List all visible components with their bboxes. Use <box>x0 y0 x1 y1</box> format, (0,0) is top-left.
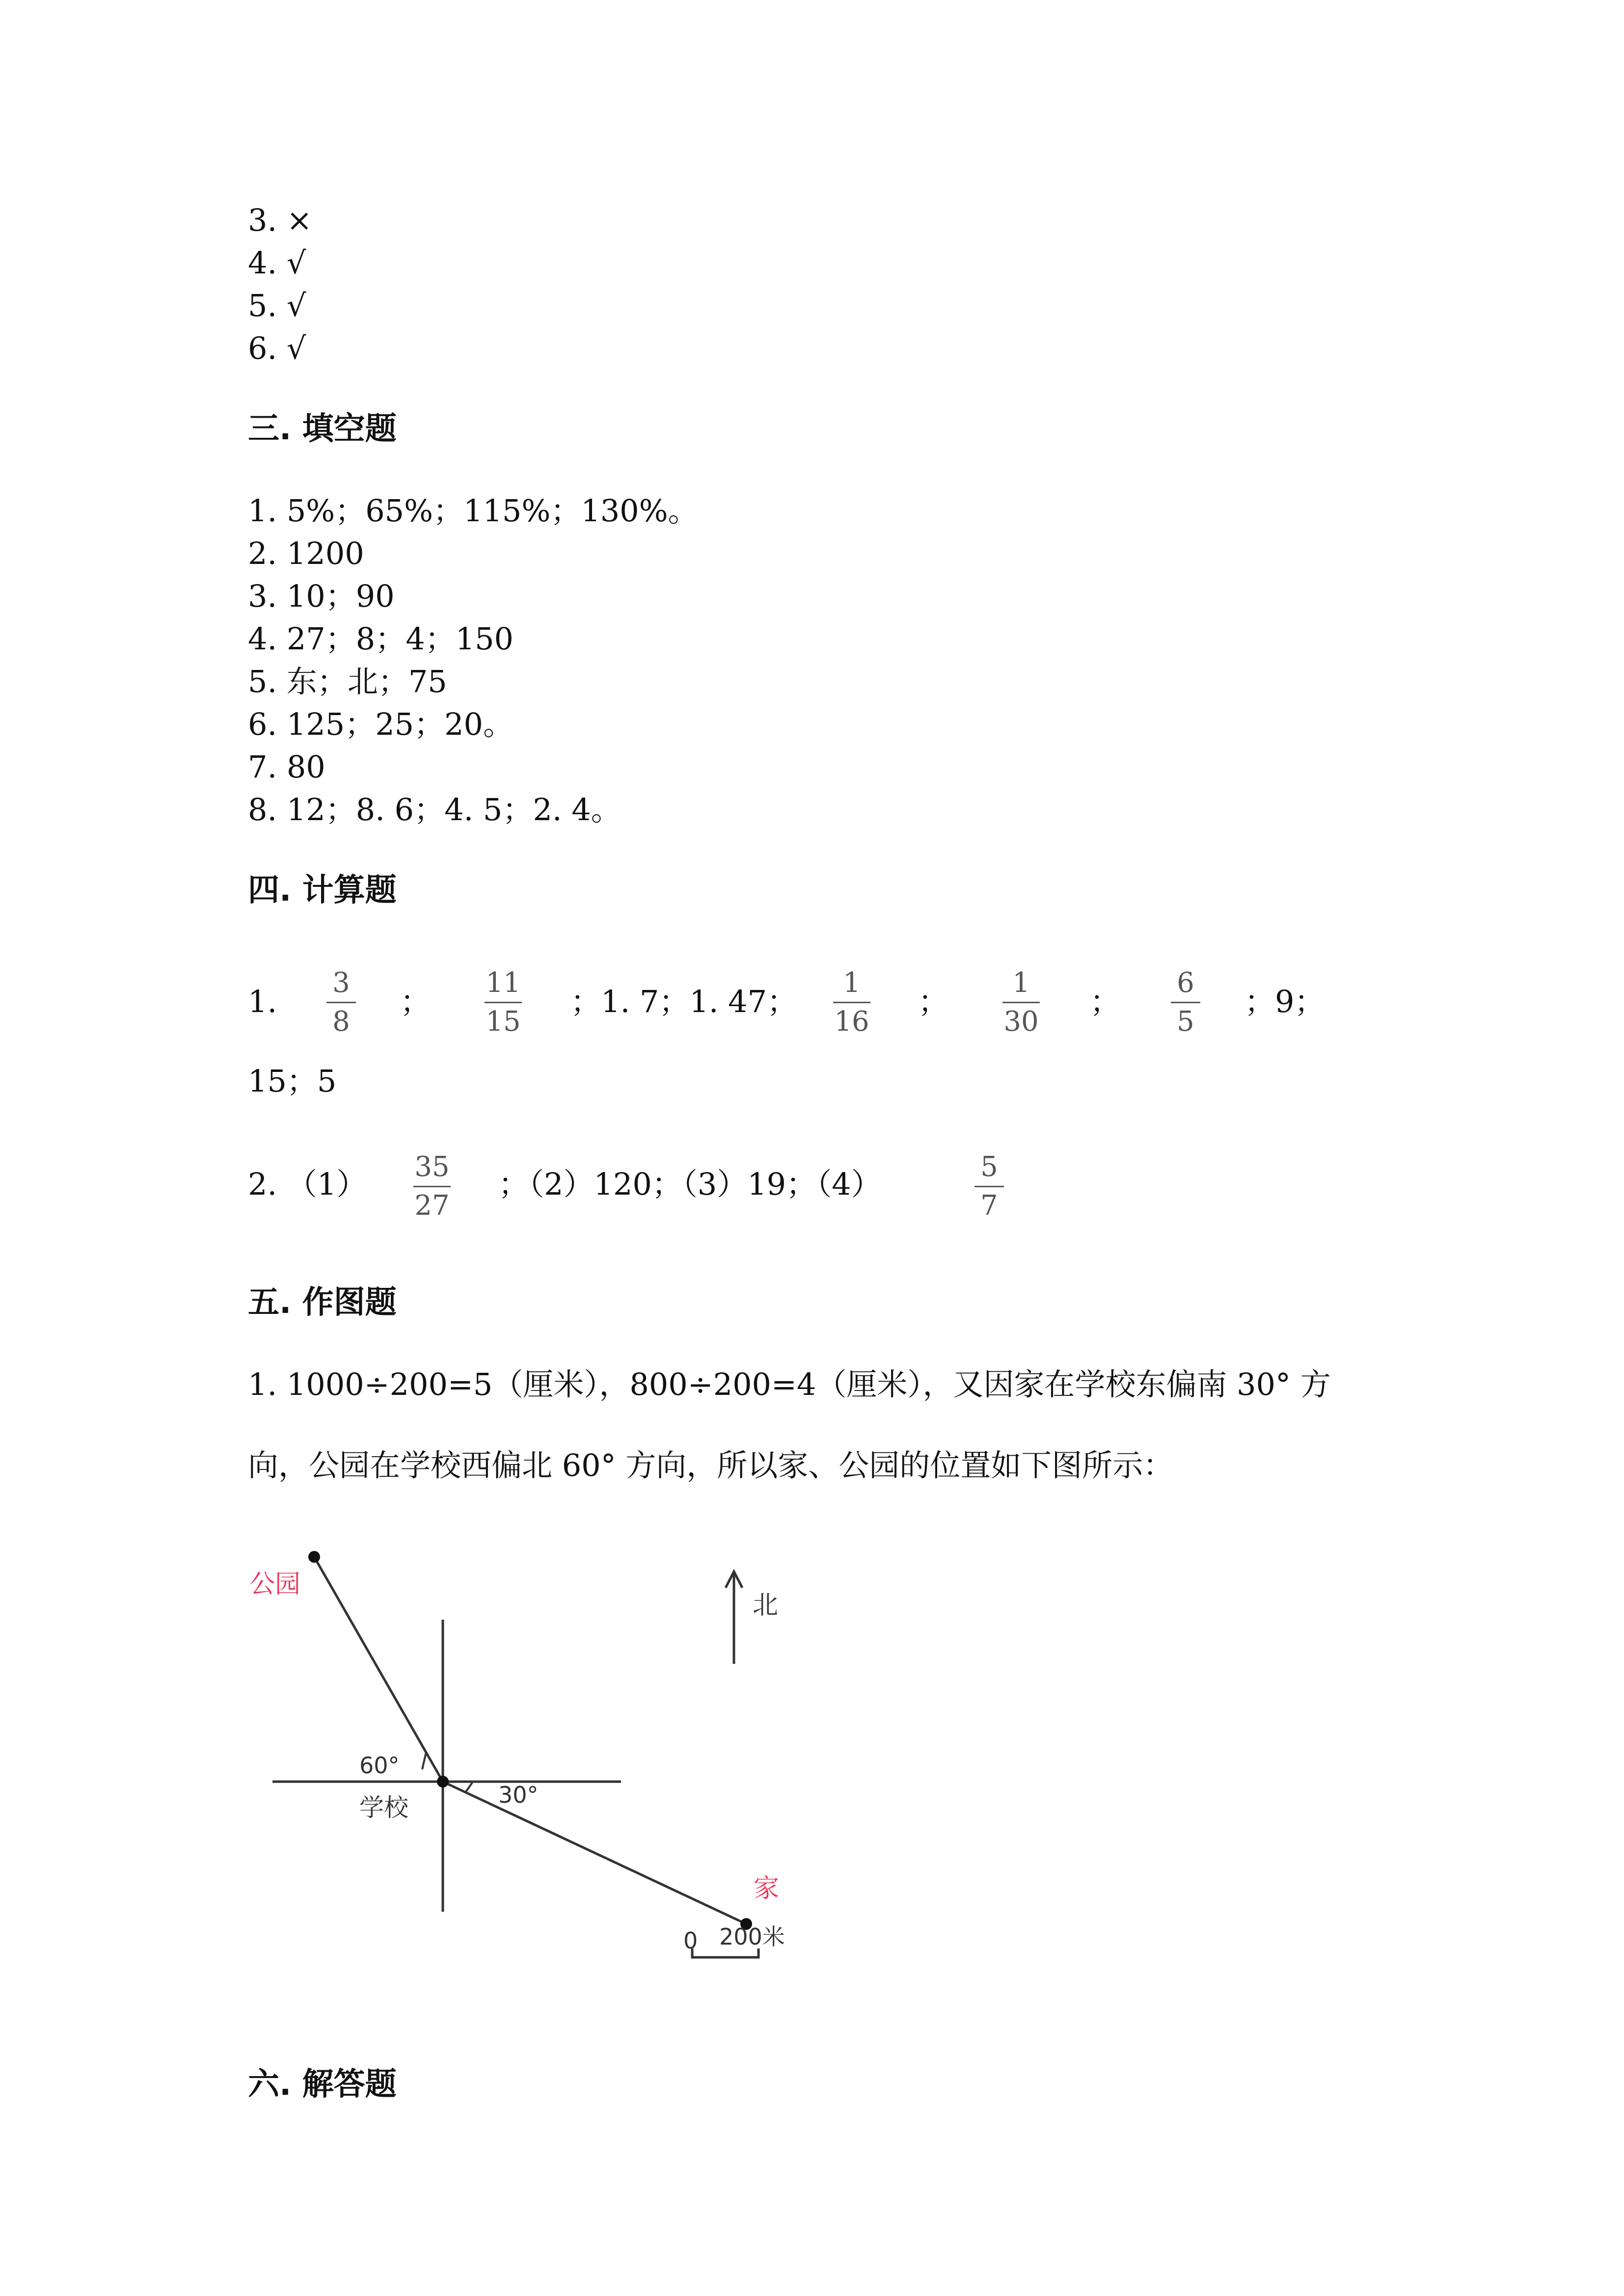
calc-1-fraction-4 <box>982 969 1060 1036</box>
section-heading-drawing: 五. 作图题 <box>248 1284 397 1321</box>
angle-30-mark <box>465 1783 472 1792</box>
fraction-bar <box>1002 1002 1040 1003</box>
fraction-denominator: 8 <box>332 1006 350 1038</box>
fraction-denominator: 27 <box>414 1190 450 1222</box>
calc-1-middle-text: ；1. 7；1. 47； <box>570 984 798 1019</box>
home-label: 家 <box>754 1874 780 1903</box>
section-heading-fill-blank: 三. 填空题 <box>248 411 397 447</box>
angle-60-label: 60° <box>359 1752 400 1779</box>
calc-2-fraction-1 <box>393 1153 471 1220</box>
calc-1-fraction-5 <box>1146 969 1225 1036</box>
calc-1-separator: ； <box>918 984 949 1019</box>
fraction-bar <box>413 1186 451 1187</box>
fraction-numerator: 35 <box>414 1151 450 1183</box>
fraction-numerator: 5 <box>980 1151 998 1183</box>
school-to-park-line <box>314 1557 443 1782</box>
judge-answer-5: 5. √ <box>248 288 306 323</box>
fraction-numerator: 6 <box>1177 967 1194 999</box>
fraction-bar <box>974 1186 1004 1187</box>
park-label: 公园 <box>249 1570 301 1599</box>
fraction-denominator: 5 <box>1177 1006 1194 1038</box>
fraction-bar <box>833 1002 870 1003</box>
fill-answer-3: 3. 10；90 <box>248 578 395 614</box>
fill-answer-5: 5. 东；北；75 <box>248 664 447 699</box>
drawing-explanation-line-2: 向，公园在学校西偏北 60° 方向，所以家、公园的位置如下图所示： <box>248 1447 1174 1483</box>
fraction-denominator: 15 <box>486 1006 521 1038</box>
judge-answer-3: 3. × <box>248 202 312 238</box>
fraction-denominator: 7 <box>980 1190 998 1222</box>
school-label: 学校 <box>359 1793 408 1822</box>
fill-answer-1: 1. 5%；65%；115%；130%。 <box>248 493 699 529</box>
calc-1-prefix: 1. <box>248 984 277 1019</box>
fill-answer-4: 4. 27；8；4；150 <box>248 621 514 657</box>
fraction-numerator: 11 <box>486 967 521 999</box>
judge-answer-4: 4. √ <box>248 245 306 281</box>
scale-distance-label: 200米 <box>719 1923 785 1950</box>
calc-2-middle-text: ；（2）120；（3）19；（4） <box>498 1166 882 1202</box>
fill-answer-8: 8. 12；8. 6；4. 5；2. 4。 <box>248 792 622 828</box>
judge-answer-6: 6. √ <box>248 330 306 366</box>
calc-1-fraction-3 <box>812 969 891 1036</box>
calc-2-fraction-2 <box>950 1153 1029 1220</box>
north-label: 北 <box>753 1591 779 1620</box>
calc-1-fraction-2 <box>464 969 542 1036</box>
fill-answer-6: 6. 125；25；20。 <box>248 706 514 742</box>
fraction-bar <box>326 1002 356 1003</box>
drawing-explanation-line-1: 1. 1000÷200=5（厘米），800÷200=4（厘米），又因家在学校东偏南 30° 方 <box>248 1366 1331 1402</box>
fraction-bar <box>485 1002 522 1003</box>
school-to-home-line <box>443 1782 746 1924</box>
fraction-numerator: 1 <box>1012 967 1030 999</box>
section-heading-answer-questions: 六. 解答题 <box>248 2066 397 2103</box>
calc-2-prefix: 2. （1） <box>248 1166 367 1202</box>
fraction-bar <box>1171 1002 1200 1003</box>
fraction-numerator: 1 <box>843 967 861 999</box>
calc-1-line-2: 15；5 <box>248 1063 337 1099</box>
school-point <box>437 1776 449 1788</box>
section-heading-calculation: 四. 计算题 <box>248 872 397 908</box>
fraction-numerator: 3 <box>332 967 350 999</box>
calc-1-fraction-1 <box>302 969 380 1036</box>
angle-30-label: 30° <box>498 1782 539 1808</box>
fraction-denominator: 16 <box>834 1006 869 1038</box>
calc-1-separator: ； <box>1090 984 1121 1019</box>
position-diagram <box>231 1522 820 1988</box>
fraction-denominator: 30 <box>1003 1006 1039 1038</box>
calc-1-separator: ； <box>400 984 431 1019</box>
fill-answer-2: 2. 1200 <box>248 535 364 571</box>
fill-answer-7: 7. 80 <box>248 749 325 785</box>
scale-zero-label: 0 <box>683 1927 698 1954</box>
calc-1-tail: ；9； <box>1245 984 1325 1019</box>
angle-60-mark <box>422 1752 426 1769</box>
park-point <box>308 1551 320 1563</box>
